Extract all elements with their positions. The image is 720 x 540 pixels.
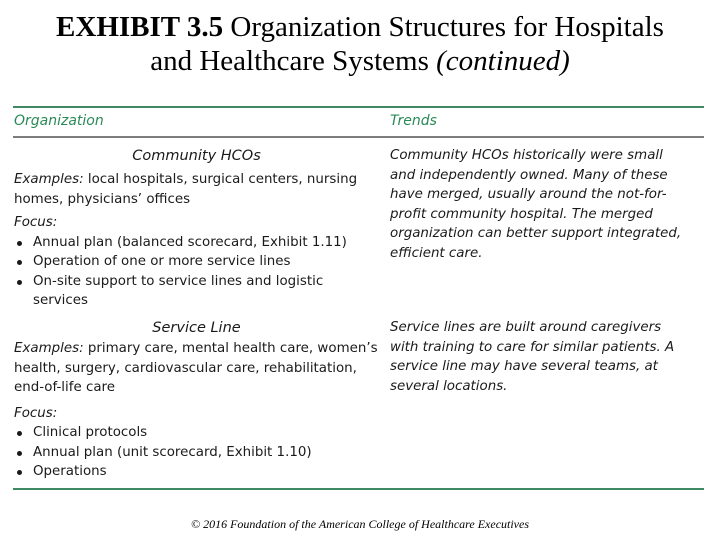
examples-text: Examples: primary care, mental health care, women’s health, surgery, cardiovascular care, rehabilitation, end-of-life care [14, 341, 378, 395]
title-line-2: and Healthcare Systems (continued) [150, 45, 570, 77]
focus-item: Annual plan (unit scorecard, Exhibit 1.10) [14, 443, 379, 463]
focus-item: On-site support to service lines and logistic services [14, 272, 379, 311]
focus-item: Clinical protocols [14, 423, 379, 443]
focus-item: Operations [14, 462, 379, 482]
focus-item: Annual plan (balanced scorecard, Exhibit 1.11) [14, 233, 379, 253]
trend-cell-service-line: Service lines are built around caregivers with training to care for similar patients. A service line may have several teams, at several locations. [390, 320, 675, 394]
table-bottom-rule [13, 488, 704, 490]
focus-list [14, 233, 379, 311]
column-header-trends: Trends [390, 113, 437, 129]
section-title: Service Line [152, 320, 241, 336]
examples-text: Examples: local hospitals, surgical centers, nursing homes, physicians’ offices [14, 172, 358, 207]
focus-label: Focus: [14, 405, 58, 421]
organization-cell-community-hcos [14, 146, 379, 311]
table-header-rule [13, 136, 704, 138]
title-line-1: EXHIBIT 3.5 Organization Structures for Hospitals [56, 11, 664, 43]
focus-list [14, 423, 379, 482]
exhibit-number: EXHIBIT 3.5 [56, 11, 224, 43]
organization-cell-service-line [14, 318, 379, 482]
focus-label: Focus: [14, 215, 58, 230]
focus-item: Operation of one or more service lines [14, 252, 379, 272]
exhibit-title [0, 10, 720, 78]
copyright-footer: © 2016 Foundation of the American College of Healthcare Executives [190, 517, 530, 531]
trend-cell-community-hcos: Community HCOs historically were small and independently owned. Many of these have merged, usually around the not-for-profit community hospital. The merged organization can better support integrated, efficient care. [390, 148, 682, 261]
column-header-organization: Organization [14, 113, 104, 129]
section-title: Community HCOs [132, 148, 261, 164]
table-top-rule [13, 106, 704, 108]
